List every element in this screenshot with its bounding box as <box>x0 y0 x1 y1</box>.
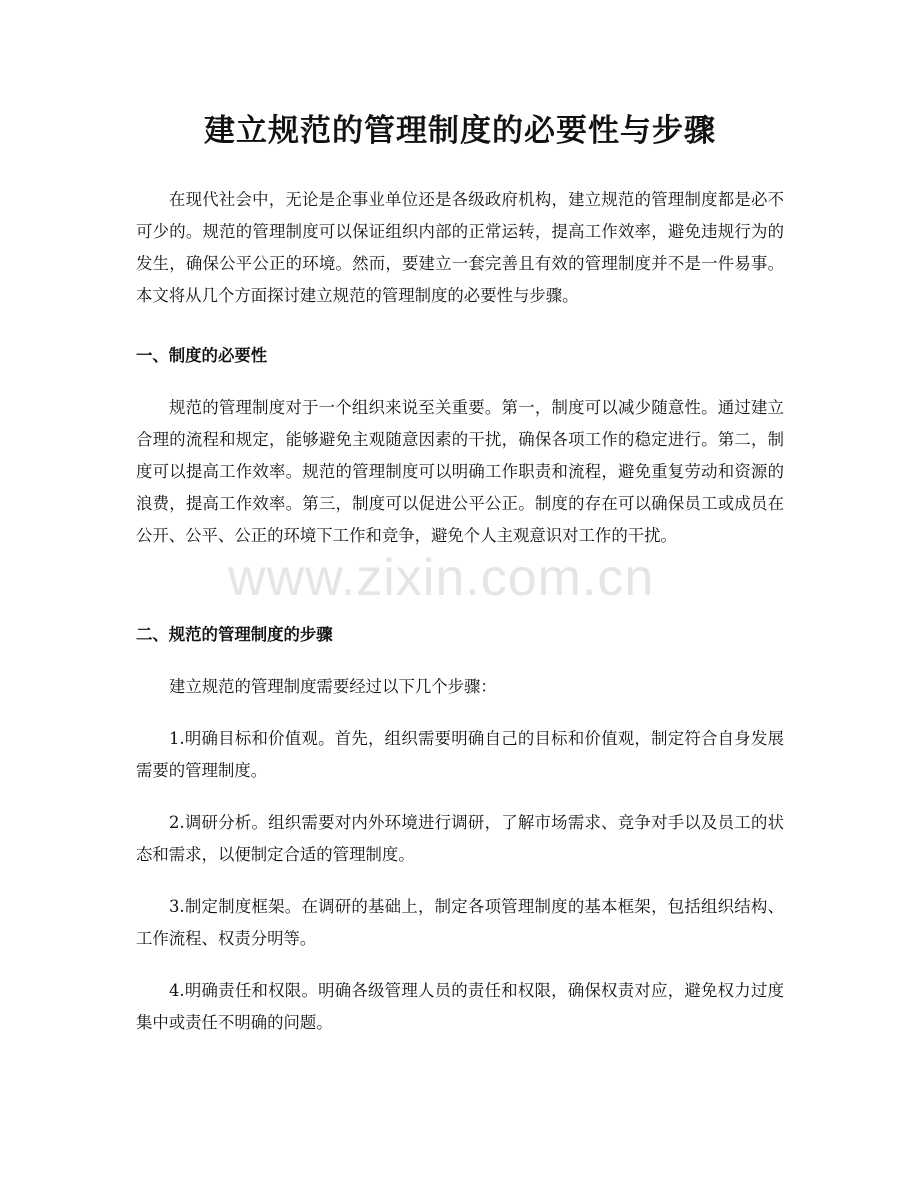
step-item: 3.制定制度框架。在调研的基础上，制定各项管理制度的基本框架，包括组织结构、工作流程、权责分明等。 <box>136 897 784 948</box>
section-heading-steps: 二、规范的管理制度的步骤 <box>136 625 333 644</box>
intro-paragraph: 在现代社会中，无论是企事业单位还是各级政府机构，建立规范的管理制度都是必不可少的。规范的管理制度可以保证组织内部的正常运转，提高工作效率，避免违规行为的发生，确保公平公正的环境。然而，要建立一套完善且有效的管理制度并不是一件易事。本文将从几个方面探讨建立规范的管理制度的必要性与步骤。 <box>136 190 784 305</box>
step-item: 2.调研分析。组织需要对内外环境进行调研，了解市场需求、竞争对手以及员工的状态和需求，以便制定合适的管理制度。 <box>136 813 784 864</box>
watermark: www.zixin.com.cn <box>228 549 655 607</box>
step-item: 4.明确责任和权限。明确各级管理人员的责任和权限，确保权责对应，避免权力过度集中或责任不明确的问题。 <box>136 981 784 1032</box>
section-heading-necessity: 一、制度的必要性 <box>136 346 268 365</box>
steps-lead-paragraph: 建立规范的管理制度需要经过以下几个步骤： <box>169 677 497 696</box>
step-item: 1.明确目标和价值观。首先，组织需要明确自己的目标和价值观，制定符合自身发展需要的管理制度。 <box>136 729 784 780</box>
necessity-paragraph: 规范的管理制度对于一个组织来说至关重要。第一，制度可以减少随意性。通过建立合理的流程和规定，能够避免主观随意因素的干扰，确保各项工作的稳定进行。第二，制度可以提高工作效率。规范的管理制度可以明确工作职责和流程，避免重复劳动和资源的浪费，提高工作效率。第三，制度可以促进公平公正。制度的存在可以确保员工或成员在公开、公平、公正的环境下工作和竞争，避免个人主观意识对工作的干扰。 <box>136 398 784 545</box>
document-title: 建立规范的管理制度的必要性与步骤 <box>204 113 716 149</box>
